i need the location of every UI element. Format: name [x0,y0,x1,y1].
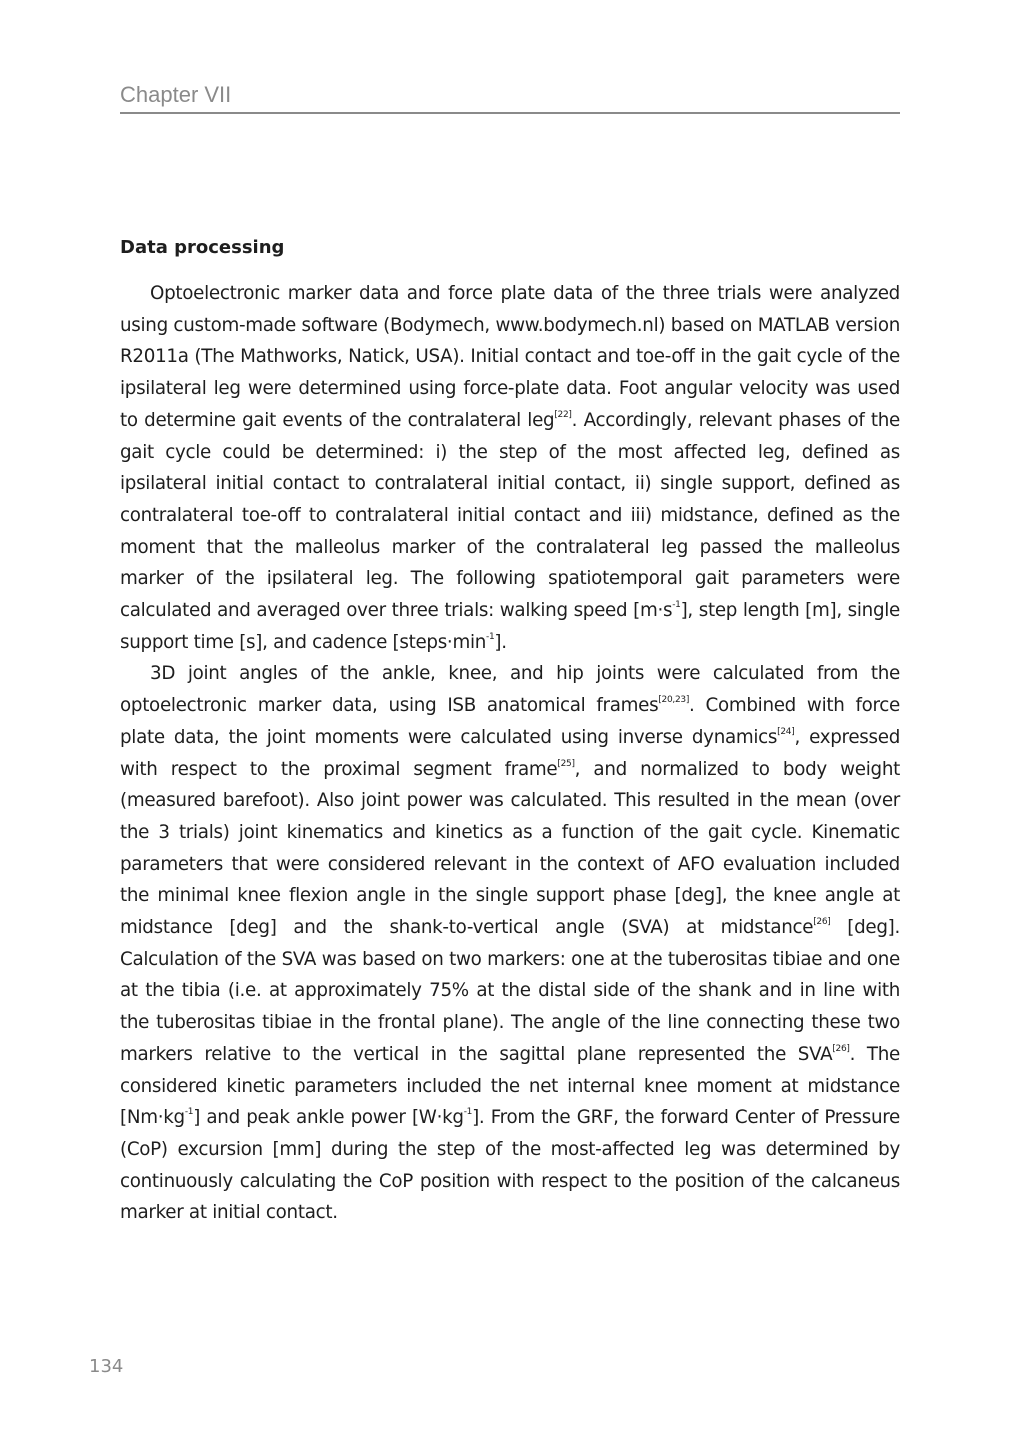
text-run: ]. [494,631,507,653]
citation: [22] [554,409,572,420]
section-heading: Data processing [120,237,285,258]
running-head [120,82,900,114]
body-text [120,278,900,1229]
paragraph-2 [120,658,900,1229]
text-run: ]. From the GRF, the forward Center of Pressure (CoP) excursion [mm] during the step of the most-affected leg was determined by continuously calculating the CoP position with respect to the position of the calcaneus marker at initial contact. [120,1107,900,1224]
chapter-title: Chapter VII [120,82,232,107]
page-number: 134 [89,1356,124,1377]
text-run: Optoelectronic marker data and force plate data of the three trials were analyzed using custom-made software (Bodymech, www.bodymech.nl) based on MATLAB version R2011a (The Mathworks, Natick, USA). Initial contact and toe-off in the gait cycle of the ipsilateral leg were determined using force-plate data. Foot angular velocity was used to determine gait events of the contralateral leg [120,283,900,431]
superscript: -1 [184,1107,194,1118]
text-run: . The considered kinetic parameters included the net internal knee moment at midstance [Nm·kg [120,1043,901,1129]
text-run: , and normalized to body weight (measured barefoot). Also joint power was calculated. This resulted in the mean (over the 3 trials) joint kinematics and kinetics as a function of the gait cycle. Kinematic parameters that were considered relevant in the context of AFO evaluation included the minimal knee flexion angle in the single support phase [deg], the knee angle at midstance [deg] and the shank-to-vertical angle (SVA) at midstance [120,758,900,939]
citation: [26] [813,917,831,928]
text-run: 3D joint angles of the ankle, knee, and hip joints were calculated from the optoelectronic marker data, using ISB anatomical frames [120,663,900,717]
text-run: ], step length [m], single support time [s], and cadence [steps·min [120,600,900,653]
text-run: , expressed with respect to the proximal segment frame [120,726,900,780]
text-run: ] and peak ankle power [W·kg [193,1107,464,1129]
text-run: . Combined with force plate data, the joint moments were calculated using inverse dynamics [120,695,900,748]
text-run: [deg]. Calculation of the SVA was based on two markers: one at the tuberositas tibiae and one at the tibia (i.e. at approximately 75% at the distal side of the shank and in line with the tuberositas tibiae in the frontal plane). The angle of the line connecting these two markers relative to the vertical in the sagittal plane represented the SVA [120,917,900,1065]
superscript: -1 [672,600,681,611]
superscript: -1 [486,631,495,642]
superscript: -1 [463,1107,473,1118]
citation: [25] [557,758,575,769]
citation: [26] [832,1043,850,1054]
citation: [20,23] [658,695,690,706]
citation: [24] [777,726,795,737]
paragraph-1 [120,278,900,658]
text-run: . Accordingly, relevant phases of the gait cycle could be determined: i) the step of the most affected leg, defined as ipsilateral initial contact to contralateral initial contact, ii) single support, defined as contralateral toe-off to contralateral initial contact and iii) midstance, defined as the moment that the malleolus marker of the contralateral leg passed the malleolus marker of the ipsilateral leg. The following spatiotemporal gait parameters were calculated and averaged over three trials: walking speed [m·s [120,409,900,622]
